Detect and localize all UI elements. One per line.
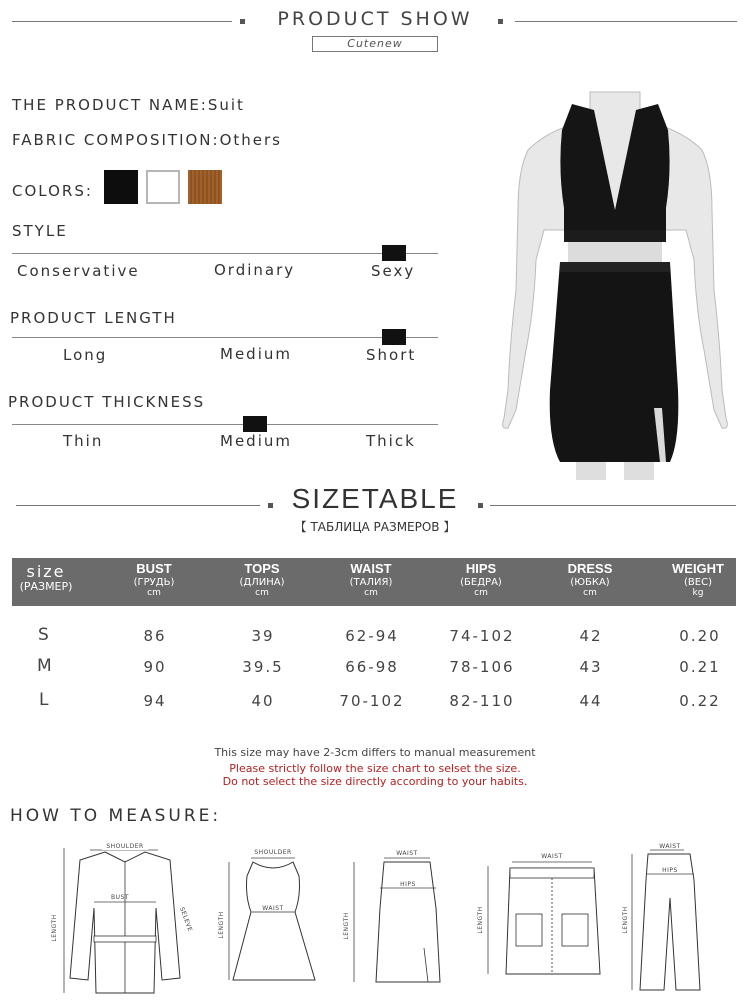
color-swatch-brown[interactable] (188, 170, 222, 204)
size-table-header (12, 558, 736, 606)
sizetable-rule-right (490, 505, 736, 506)
sizetable-dot-right (478, 503, 483, 508)
col-dress (548, 562, 632, 599)
row-m-dress: 43 (579, 658, 603, 676)
row-m-bust: 90 (143, 658, 167, 676)
style-track (12, 253, 438, 254)
col-dress-ru: (ЮБКА) (570, 576, 610, 588)
product-photo (490, 90, 740, 480)
col-bust-ru: (ГРУДЬ) (133, 576, 175, 588)
jacket-bust-label: BUST (111, 894, 129, 901)
dress-shoulder-label: SHOULDER (254, 849, 292, 856)
length-option-short: Short (366, 346, 417, 364)
row-l-hips: 82-110 (449, 692, 515, 710)
row-m-hips: 78-106 (449, 658, 515, 676)
style-option-conservative: Conservative (17, 262, 140, 280)
col-hips (439, 562, 523, 599)
measure-title: HOW TO MEASURE: (10, 806, 222, 826)
row-s-weight: 0.20 (679, 627, 721, 645)
fabric-label (12, 131, 282, 149)
dress-waist-label: WAIST (262, 905, 284, 912)
jacket-selev-label: SELEVE (178, 906, 194, 933)
row-m-waist: 66-98 (345, 658, 399, 676)
sizetable-rule-left (16, 505, 260, 506)
col-tops-ru: (ДЛИНА) (239, 576, 285, 588)
col-weight-ru: (ВЕС) (684, 576, 712, 588)
sizetable-dot-left (268, 503, 273, 508)
thickness-marker[interactable] (243, 416, 267, 432)
skirt-length-label: LENGTH (343, 912, 350, 940)
fabric-value: Others (219, 131, 282, 149)
row-l-weight: 0.22 (679, 692, 721, 710)
skirt-hips-label: HIPS (400, 881, 416, 888)
length-track (12, 337, 438, 338)
col-size (12, 563, 80, 594)
size-note: This size may have 2-3cm differs to manual measurement (214, 746, 536, 759)
col-size-ru: (РАЗМЕР) (19, 580, 73, 594)
style-option-ordinary: Ordinary (214, 261, 296, 279)
length-option-medium: Medium (220, 345, 292, 363)
col-waist-name: WAIST (350, 561, 392, 576)
row-s-size: S (38, 625, 49, 645)
col-weight (658, 562, 738, 599)
thickness-option-medium: Medium (220, 432, 292, 450)
col-waist (329, 562, 413, 599)
row-s-tops: 39 (251, 627, 275, 645)
col-waist-ru: (ТАЛИЯ) (349, 576, 393, 588)
row-m-size: M (37, 656, 52, 676)
jacket-length-label: LENGTH (51, 914, 58, 942)
row-l-tops: 40 (251, 692, 275, 710)
style-title: STYLE (12, 222, 68, 240)
col-tops-name: TOPS (244, 561, 280, 576)
size-warning-1: Please strictly follow the size chart to selset the size. (229, 762, 521, 775)
jacket-measure-diagram (50, 838, 200, 998)
thickness-title: PRODUCT THICKNESS (8, 393, 206, 411)
row-s-waist: 62-94 (345, 627, 399, 645)
row-s-hips: 74-102 (449, 627, 515, 645)
header-dot-right (498, 19, 503, 24)
shorts-waist-label: WAIST (541, 853, 563, 860)
col-hips-unit: cm (474, 588, 488, 599)
colors-label: COLORS: (12, 182, 93, 200)
fabric-label-text: FABRIC COMPOSITION: (12, 131, 220, 149)
color-swatch-black[interactable] (104, 170, 138, 204)
pants-length-label: LENGTH (622, 906, 629, 934)
header-rule-right (515, 21, 737, 22)
row-s-bust: 86 (143, 627, 167, 645)
row-s-dress: 42 (579, 627, 603, 645)
col-waist-unit: cm (364, 588, 378, 599)
thickness-option-thin: Thin (63, 432, 104, 450)
thickness-track (12, 424, 438, 425)
row-l-dress: 44 (579, 692, 603, 710)
style-option-sexy: Sexy (371, 262, 416, 280)
pants-waist-label: WAIST (659, 843, 681, 850)
header-rule-left (12, 21, 232, 22)
brand-box: Cutenew (312, 36, 438, 52)
jacket-shoulder-label: SHOULDER (106, 843, 144, 850)
row-l-waist: 70-102 (339, 692, 405, 710)
dress-length-label: LENGTH (218, 911, 225, 939)
row-m-tops: 39.5 (242, 658, 284, 676)
page-title: PRODUCT SHOW (277, 8, 473, 30)
skirt-waist-label: WAIST (396, 850, 418, 857)
header-dot-left (240, 19, 245, 24)
col-bust-name: BUST (136, 561, 172, 576)
color-swatch-white[interactable] (146, 170, 180, 204)
col-dress-unit: cm (583, 588, 597, 599)
row-m-weight: 0.21 (679, 658, 721, 676)
shorts-length-label: LENGTH (477, 906, 484, 934)
col-hips-ru: (БЕДРА) (460, 576, 502, 588)
length-title: PRODUCT LENGTH (10, 309, 177, 327)
col-tops (220, 562, 304, 599)
thickness-option-thick: Thick (366, 432, 416, 450)
pants-hips-label: HIPS (662, 867, 678, 874)
col-bust (112, 562, 196, 599)
skirt-measure-diagram (340, 848, 450, 988)
col-weight-name: WEIGHT (672, 561, 724, 576)
col-bust-unit: cm (147, 588, 161, 599)
length-marker[interactable] (382, 329, 406, 345)
dress-measure-diagram (215, 840, 325, 990)
length-option-long: Long (63, 346, 108, 364)
sizetable-subtitle: 【 ТАБЛИЦА РАЗМЕРОВ 】 (294, 520, 456, 534)
shorts-measure-diagram (470, 848, 610, 988)
col-dress-name: DRESS (567, 561, 613, 576)
col-size-name: size (26, 562, 66, 581)
size-warning-2: Do not select the size directly according to your habits. (222, 775, 528, 788)
col-tops-unit: cm (255, 588, 269, 599)
col-hips-name: HIPS (465, 561, 497, 576)
product-name: THE PRODUCT NAME:Suit (12, 96, 245, 114)
sizetable-title: SIZETABLE (291, 483, 459, 514)
col-weight-unit: kg (692, 588, 704, 599)
pants-measure-diagram (620, 840, 740, 998)
style-marker[interactable] (382, 245, 406, 261)
row-l-bust: 94 (143, 692, 167, 710)
row-l-size: L (39, 690, 49, 710)
